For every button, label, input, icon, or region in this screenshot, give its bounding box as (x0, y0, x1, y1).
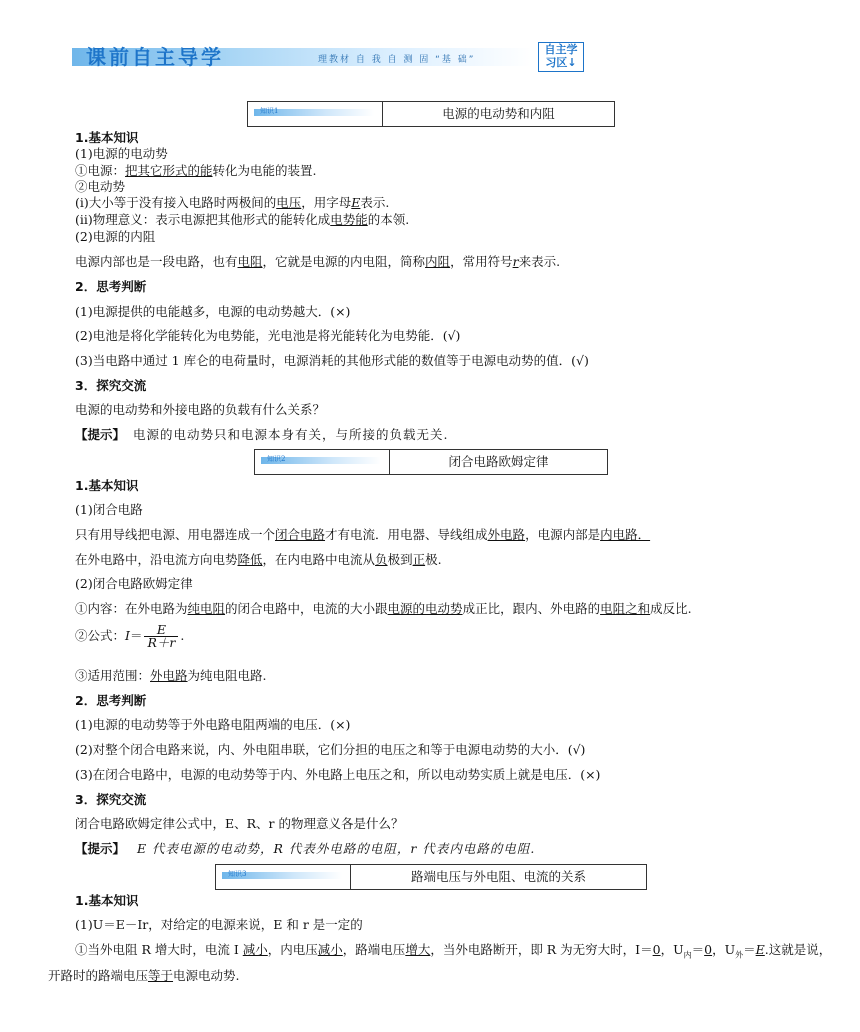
text-line: (ⅱ)物理意义：表示电源把其他形式的能转化成电势能的本领. (75, 212, 410, 227)
heading: 1.基本知识 (75, 893, 139, 908)
text-line: 电源内部也是一段电路，也有电阻，它就是电源的内电阻，简称内阻，常用符号r来表示. (75, 254, 561, 269)
heading: 2．思考判断 (75, 693, 147, 708)
text-line: ③适用范围：外电路为纯电阻电路. (75, 668, 267, 683)
text-line: ①当外电阻 R 增大时，电流 I 减小，内电压减小，路端电压增大，当外电路断开，即 R 为无穷大时，I＝0，$U_内=0$，$U_外=E$.这就是说， (75, 942, 832, 960)
heading: 1.基本知识 (75, 478, 139, 493)
heading: 2．思考判断 (75, 279, 147, 294)
question: 闭合电路欧姆定律公式中，E、R、r 的物理意义各是什么？ (75, 816, 404, 831)
judgment-item: (2)对整个闭合电路来说，内、外电阻串联，它们分担的电压之和等于电源电动势的大小．(√) (75, 742, 586, 757)
judgment-item: (2)电池是将化学能转化为电势能，光电池是将光能转化为电势能．(√) (75, 328, 461, 343)
section-number: 知识3 (228, 870, 247, 878)
section-title: 闭合电路欧姆定律 (448, 454, 549, 469)
formula-line: ②公式：I＝ $\frac{E}{R+r}$ . (75, 622, 185, 650)
formula-fraction: $\frac{E}{R+r}$ (144, 624, 178, 649)
heading: 3．探究交流 (75, 792, 147, 807)
header-box (538, 42, 584, 72)
text-line: (1)闭合电路 (75, 502, 143, 517)
judgment-item: (1)电源的电动势等于外电路电阻两端的电压．(×) (75, 717, 351, 732)
header-title: 课前自主导学 (86, 45, 224, 69)
tip-label: 【提示】 (75, 841, 126, 856)
section-header-1 (247, 101, 615, 127)
tip: 【提示】 E 代表电源的电动势，R 代表外电路的电阻，r 代表内电路的电阻. (75, 841, 536, 856)
section-title: 路端电压与外电阻、电流的关系 (410, 869, 586, 884)
text-line: ①内容：在外电路为纯电阻的闭合电路中，电流的大小跟电源的电动势成正比，跟内、外电路的电阻之和成反比. (75, 601, 692, 616)
section-number: 知识1 (260, 107, 279, 115)
judgment-item: (3)当电路中通过 1 库仑的电荷量时，电源消耗的其他形式能的数值等于电源电动势的值．(√) (75, 353, 589, 368)
text-line: 在外电路中，沿电流方向电势降低，在内电路中电流从负极到正极. (75, 552, 442, 567)
question: 电源的电动势和外接电路的负载有什么关系？ (75, 402, 326, 417)
text-line: 开路时的路端电压等于电源电动势. (48, 968, 240, 983)
text-line: (2)闭合电路欧姆定律 (75, 576, 193, 591)
text-line: ②电动势 (75, 179, 126, 194)
tip: 【提示】 电源的电动势只和电源本身有关，与所接的负载无关. (75, 427, 449, 442)
heading: 3．探究交流 (75, 378, 147, 393)
header-subtitle: 理教材 自 我 自 测 固 “基 础” (318, 55, 476, 65)
text-line: 只有用导线把电源、用电器连成一个闭合电路才有电流．用电器、导线组成外电路，电源内部是内电路． (75, 527, 651, 542)
text-line: (1)U＝E－Ir，对给定的电源来说，E 和 r 是一定的 (75, 917, 363, 932)
text-line: (1)电源的电动势 (75, 146, 168, 161)
section-title: 电源的电动势和内阻 (442, 106, 555, 121)
section-header-2 (254, 449, 608, 475)
header-box-line1: 自主学 (544, 43, 578, 56)
text-line: (2)电源的内阻 (75, 229, 156, 244)
header-box-line2: 习区↓ (545, 56, 577, 69)
text-line: (ⅰ)大小等于没有接入电路时两极间的电压，用字母E表示. (75, 195, 390, 210)
tip-label: 【提示】 (75, 427, 126, 442)
judgment-item: (3)在闭合电路中，电源的电动势等于内、外电路上电压之和，所以电动势实质上就是电压．(×) (75, 767, 601, 782)
section-number: 知识2 (267, 455, 286, 463)
section-header-3 (215, 864, 647, 890)
page-header (72, 40, 586, 70)
heading: 1.基本知识 (75, 130, 139, 145)
judgment-item: (1)电源提供的电能越多，电源的电动势越大．(×) (75, 304, 351, 319)
text-line: ①电源：把其它形式的能转化为电能的装置. (75, 163, 317, 178)
